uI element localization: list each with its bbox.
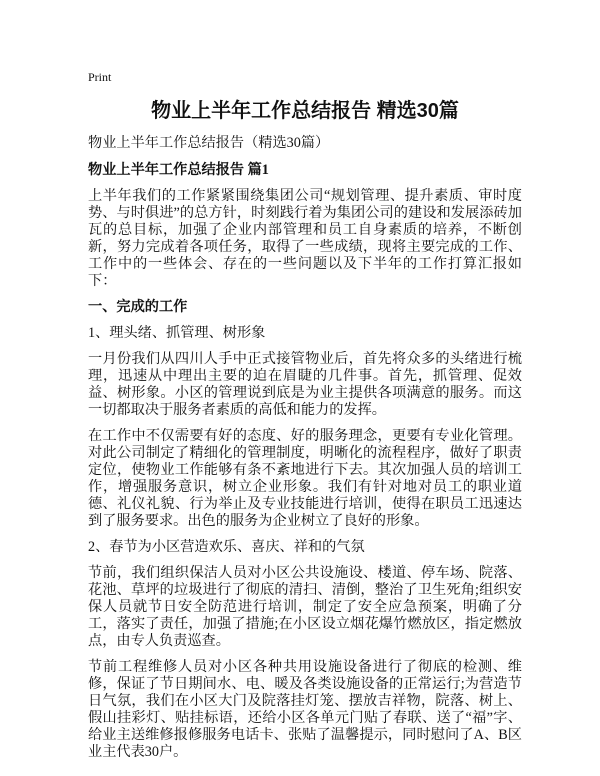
item-title: 2、春节为小区营造欢乐、喜庆、祥和的气氛 (88, 539, 365, 555)
body-paragraph: 在工作中不仅需要有好的态度、好的服务理念，更要有专业化管理。对此公司制定了精细化的管理制度，明晰化的流程程序，做好了职责定位，使物业工作能够有条不紊地进行下去。其次加强人员的培训工作，增强服务意识，树立企业形象。我们有针对地对员工的职业道德、礼仪礼貌、行为举止及专业技能进行培训，使得在职员工迅速达到了服务要求。出色的服务为企业树立了良好的形象。 (88, 428, 522, 529)
body-paragraph: 节前，我们组织保洁人员对小区公共设施设、楼道、停车场、院落、花池、草坪的垃圾进行了彻底的清扫、清倒，整治了卫生死角;组织安保人员就节日安全防范进行培训，制定了安全应急预案，明确了分工，落实了责任，加强了措施;在小区设立烟花爆竹燃放区，指定燃放点，由专人负责巡查。 (88, 565, 522, 649)
print-link[interactable]: Print (88, 70, 112, 84)
body-paragraph: 一月份我们从四川人手中正式接管物业后，首先将众多的头绪进行梳理，迅速从中理出主要的迫在眉睫的几件事。首先，抓管理、促效益、树形象。小区的管理说到底是为业主提供各项满意的服务。而这一切都取决于服务者素质的高低和能力的发挥。 (88, 351, 522, 418)
subtitle: 物业上半年工作总结报告（精选30篇） (88, 135, 330, 151)
page-title: 物业上半年工作总结报告 精选30篇 (151, 100, 459, 122)
body-paragraph: 节前工程维修人员对小区各种共用设施设备进行了彻底的检测、维修，保证了节日期间水、电、暖及各类设施设备的正常运行;为营造节日气氛，我们在小区大门及院落挂灯笼、摆放吉祥物，院落、树上、假山挂彩灯、贴挂标语，还给小区各单元门贴了春联、送了“福”字、给业主送维修报修服务电话卡、张贴了温馨提示，同时慰问了A、B区业主代表30户。 (88, 659, 522, 760)
intro-paragraph: 上半年我们的工作紧紧围绕集团公司“规划管理、提升素质、审时度势、与时俱进”的总方针，时刻践行着为集团公司的建设和发展添砖加瓦的总目标，加强了企业内部管理和员工自身素质的培养，不断创新，努力完成着各项任务，取得了一些成绩，现将主要完成的工作、工作中的一些体会、存在的一些问题以及下半年的工作打算汇报如下： (88, 188, 522, 289)
item-title: 1、理头绪、抓管理、树形象 (88, 325, 266, 341)
article-heading: 物业上半年工作总结报告 篇1 (88, 162, 269, 178)
document (88, 70, 522, 770)
section-heading: 一、完成的工作 (88, 299, 188, 315)
